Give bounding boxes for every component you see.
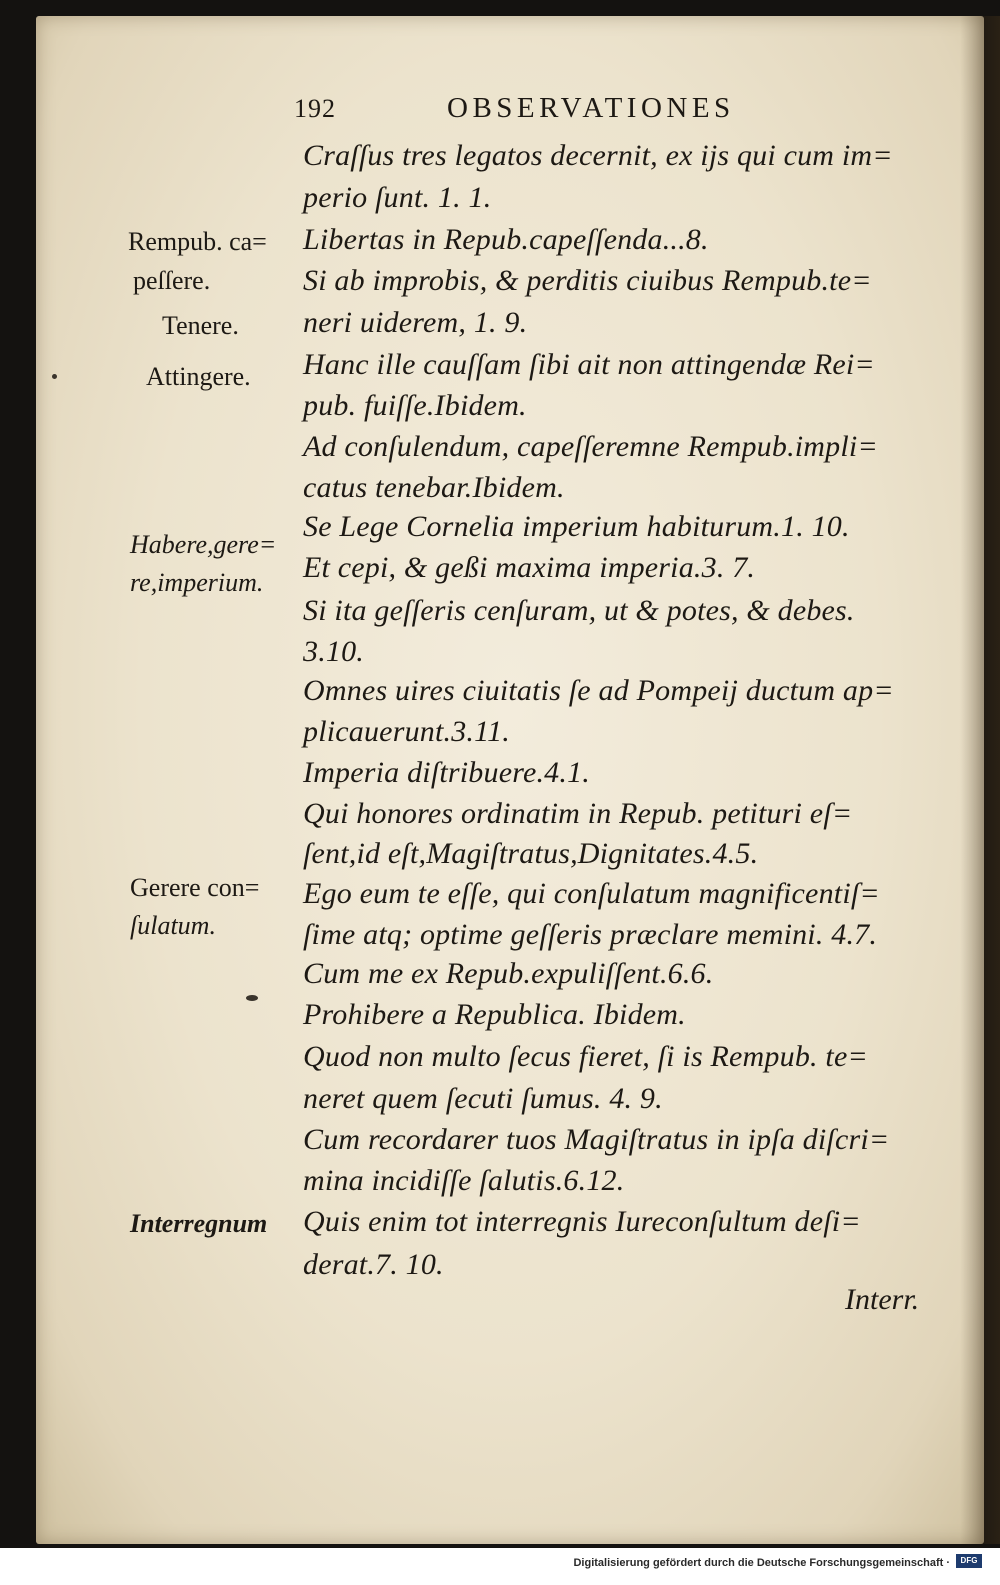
running-title: OBSERVATIONES bbox=[447, 92, 735, 124]
text-line: Si ab improbis, & perditis ciuibus Rempub.te= bbox=[303, 264, 872, 297]
text-line: Omnes uires ciuitatis ſe ad Pompeij ductum ap= bbox=[303, 674, 894, 707]
margin-note: Habere,gere= bbox=[130, 530, 277, 559]
dfg-logo-icon: DFG bbox=[956, 1554, 982, 1568]
margin-note: Rempub. ca= bbox=[128, 227, 267, 256]
funding-credit: Digitalisierung gefördert durch die Deutsche Forschungsgemeinschaft · bbox=[573, 1557, 950, 1569]
text-line: Cum recordarer tuos Magiſtratus in ipſa diſcri= bbox=[303, 1123, 890, 1156]
text-line: neret quem ſecuti ſumus. 4. 9. bbox=[303, 1082, 663, 1115]
text-line: Se Lege Cornelia imperium habiturum.1. 10. bbox=[303, 510, 850, 543]
text-line: Ego eum te eſſe, qui conſulatum magnificentiſ= bbox=[303, 877, 880, 910]
text-line: mina incidiſſe ſalutis.6.12. bbox=[303, 1164, 625, 1197]
margin-note: peſſere. bbox=[133, 266, 211, 295]
text-line: pub. fuiſſe.Ibidem. bbox=[303, 389, 527, 422]
text-line: Hanc ille cauſſam ſibi ait non attingendæ Rei= bbox=[303, 348, 875, 381]
text-line: neri uiderem, 1. 9. bbox=[303, 306, 528, 339]
page-number: 192 bbox=[294, 94, 336, 123]
text-line: derat.7. 10. bbox=[303, 1248, 444, 1281]
margin-note: re,imperium. bbox=[130, 568, 264, 597]
text-line: 3.10. bbox=[303, 635, 364, 668]
margin-note: Gerere con= bbox=[130, 873, 260, 902]
gutter-shadow bbox=[960, 16, 1000, 1544]
ink-dot bbox=[52, 374, 57, 379]
text-line: ſime atq; optime geſſeris præclare memini. 4.7. bbox=[303, 918, 878, 951]
text-line: Si ita geſſeris cenſuram, ut & potes, & debes. bbox=[303, 594, 855, 627]
text-line: Quod non multo ſecus fieret, ſi is Rempub. te= bbox=[303, 1040, 868, 1073]
margin-note: Interregnum bbox=[130, 1209, 268, 1238]
text-line: Quis enim tot interregnis Iureconſultum deſi= bbox=[303, 1205, 861, 1238]
text-line: ſent,id eſt,Magiſtratus,Dignitates.4.5. bbox=[303, 837, 759, 870]
text-line: Ad conſulendum, capeſſeremne Rempub.impli= bbox=[303, 430, 878, 463]
text-line: Cum me ex Repub.expuliſſent.6.6. bbox=[303, 957, 714, 990]
text-line: Et cepi, & geßi maxima imperia.3. 7. bbox=[303, 551, 756, 584]
text-line: perio ſunt. 1. 1. bbox=[303, 181, 492, 214]
catchword: Interr. bbox=[845, 1283, 920, 1316]
ink-blot bbox=[246, 995, 258, 1001]
text-line: Craſſus tres legatos decernit, ex ijs qui cum im= bbox=[303, 139, 893, 172]
text-line: Imperia diſtribuere.4.1. bbox=[303, 756, 590, 789]
text-line: Qui honores ordinatim in Repub. petituri eſ= bbox=[303, 797, 853, 830]
text-line: Prohibere a Republica. Ibidem. bbox=[303, 998, 686, 1031]
margin-note: ſulatum. bbox=[130, 911, 216, 940]
running-head bbox=[0, 94, 1000, 128]
digitization-footer bbox=[0, 1548, 1000, 1585]
margin-note: Tenere. bbox=[162, 311, 239, 340]
margin-note: Attingere. bbox=[146, 362, 251, 391]
text-line: Libertas in Repub.capeſſenda...8. bbox=[303, 223, 709, 256]
text-line: catus tenebar.Ibidem. bbox=[303, 471, 565, 504]
text-line: plicauerunt.3.11. bbox=[303, 715, 510, 748]
